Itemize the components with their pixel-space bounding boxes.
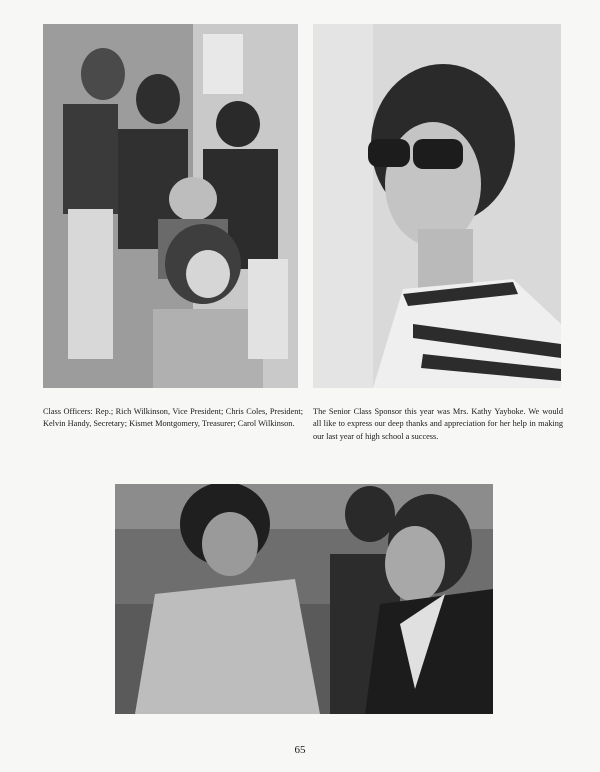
page-number: 65 (294, 744, 306, 756)
class-sponsor-photo (313, 24, 561, 388)
students-conversation-photo (115, 484, 493, 714)
class-officers-photo (43, 24, 298, 388)
sponsor-caption: The Senior Class Sponsor this year was Mrs. Kathy Yayboke. We would all like to express our deep thanks and appreciation for her help in making our last year of high school a success. (313, 407, 563, 441)
officers-caption: Class Officers: Rep.; Rich Wilkinson, Vice President; Chris Coles, President; Kelvin Handy, Secretary; Kismet Montgomery, Treasurer; Carol Wilkinson. (43, 407, 303, 429)
